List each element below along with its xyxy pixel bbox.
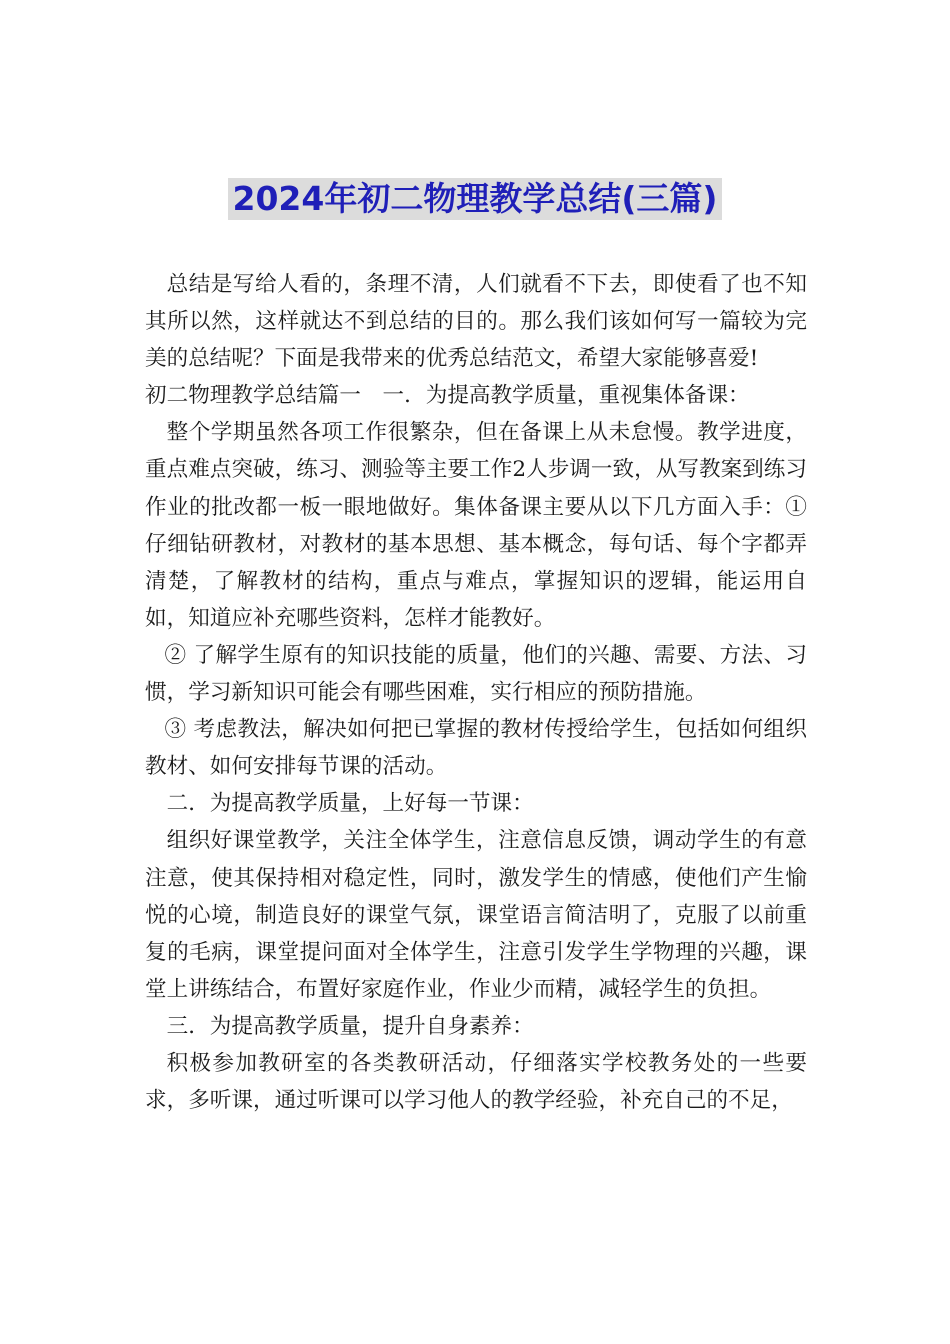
body-paragraph: 积极参加教研室的各类教研活动，仔细落实学校教务处的一些要求，多听课，通过听课可以学习他人的教学经验，补充自己的不足， <box>145 1050 807 1114</box>
body-paragraph: ② 了解学生原有的知识技能的质量，他们的兴趣、需要、方法、习惯，学习新知识可能会有哪些困难，实行相应的预防措施。 <box>145 642 807 706</box>
section-heading-two: 二．为提高教学质量，上好每一节课： <box>166 791 534 817</box>
body-paragraph: 整个学期虽然各项工作很繁杂，但在备课上从未怠慢。教学进度，重点难点突破，练习、测验等主要工作2人步调一致，从写教案到练习作业的批改都一板一眼地做好。集体备课主要从以下几方面入手：①仔细钻研教材，对教材的基本思想、基本概念，每句话、每个字都弄清楚，了解教材的结构，重点与难点，掌握知识的逻辑，能运用自如，知道应补充哪些资料，怎样才能教好。 <box>145 420 807 631</box>
document-body <box>145 266 807 1119</box>
intro-paragraph: 总结是写给人看的，条理不清，人们就看不下去，即使看了也不知其所以然，这样就达不到总结的目的。那么我们该如何写一篇较为完美的总结呢？下面是我带来的优秀总结范文，希望大家能够喜爱! <box>145 272 807 372</box>
title-container <box>0 178 950 220</box>
section-heading-three: 三．为提高教学质量，提升自身素养： <box>166 1013 534 1039</box>
body-paragraph: 组织好课堂教学，关注全体学生，注意信息反馈，调动学生的有意注意，使其保持相对稳定性，同时，激发学生的情感，使他们产生愉悦的心境，制造良好的课堂气氛，课堂语言简洁明了，克服了以前重复的毛病，课堂提问面对全体学生，注意引发学生学物理的兴趣，课堂上讲练结合，布置好家庭作业，作业少而精，减轻学生的负担。 <box>145 828 807 1002</box>
body-paragraph: ③ 考虑教法，解决如何把已掌握的教材传授给学生，包括如何组织教材、如何安排每节课的活动。 <box>145 717 807 780</box>
section-heading-one: 初二物理教学总结篇一 一．为提高教学质量，重视集体备课： <box>145 383 750 409</box>
document-title: 2024年初二物理教学总结(三篇) <box>228 178 721 220</box>
